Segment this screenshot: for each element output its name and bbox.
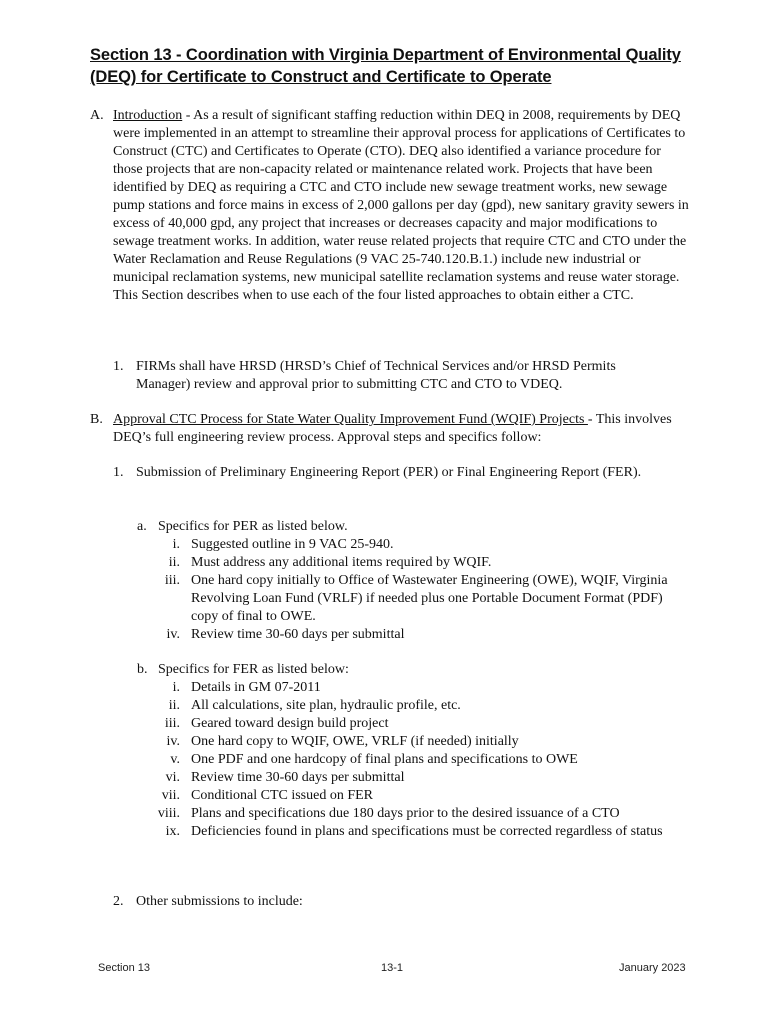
list-item [145, 679, 685, 697]
section-a-item-1-text: FIRMs shall have HRSD (HRSD’s Chief of Technical Services and/or HRSD Permits Manager) review and approval prior to submitting CTC and CTO to VDEQ. [136, 359, 616, 392]
list-item [145, 733, 685, 751]
section-a-item-1-marker: 1. [113, 359, 124, 374]
list-item-text: One PDF and one hardcopy of final plans and specifications to OWE [191, 752, 578, 767]
section-a [90, 107, 690, 305]
list-item [145, 626, 685, 644]
list-item-number: vi. [165, 770, 180, 785]
list-item [145, 536, 685, 554]
list-item-number: ix. [165, 824, 180, 839]
section-a-marker: A. [90, 108, 104, 123]
list-item-text: All calculations, site plan, hydraulic profile, etc. [191, 698, 461, 713]
list-item [145, 823, 685, 841]
list-item-number: viii. [157, 806, 180, 821]
section-b-item-1-text: Submission of Preliminary Engineering Report (PER) or Final Engineering Report (FER). [136, 465, 642, 480]
list-item-text: Details in GM 07-2011 [191, 680, 321, 695]
list-item [145, 715, 685, 733]
list-item [145, 697, 685, 715]
section-b-item-2-text: Other submissions to include: [136, 894, 303, 909]
footer-date: January 2023 [619, 962, 686, 974]
list-item-number: ii. [168, 698, 180, 713]
list-item-number: ii. [168, 555, 180, 570]
footer-page-number: 13-1 [381, 962, 404, 974]
section-b-item-2 [113, 893, 673, 911]
section-b-marker: B. [90, 412, 103, 427]
list-item-text: Review time 30-60 days per submittal [191, 770, 405, 785]
section-a-item-1 [113, 358, 673, 394]
list-item [145, 554, 685, 572]
list-item-number: iii. [164, 573, 180, 588]
list-item-number: iv. [166, 734, 180, 749]
section-a-text: - As a result of significant staffing reduction within DEQ in 2008, requirements by DEQ were implemented in an attempt to streamline their approval process for applications of Certificates to Construct (CTC) and Certificates to Operate (CTO). DEQ also identified a variance procedure for those projects that are non-capacity related or maintenance related work. Projects that have been identified by DEQ as requiring a CTC and CTO include new sewage treatment works, new sewage pump stations and force mains in excess of 2,000 gallons per day (gpd), new sanitary gravity sewers in excess of 40,000 gpd, any project that increases or decreases capacity and major modifications to sewage treatment works. In addition, water reuse related projects that require CTC and CTO under the Water Reclamation and Reuse Regulations (9 VAC 25-740.120.B.1.) include new industrial or municipal reclamation systems, new municipal satellite reclamation systems and reuse water storage. This Section describes when to use each of the four listed approaches to obtain either a CTC. [113, 108, 689, 303]
list-item-number: i. [172, 680, 180, 695]
section-b-text: - This involves DEQ’s full engineering review process. Approval steps and specifics follow: [113, 412, 672, 445]
section-b-item-1 [113, 464, 673, 482]
list-item-number: i. [172, 537, 180, 552]
list-item-text: Plans and specifications due 180 days prior to the desired issuance of a CTO [191, 806, 620, 821]
list-item-text: One hard copy to WQIF, OWE, VRLF (if needed) initially [191, 734, 519, 749]
list-item-text: Geared toward design build project [191, 716, 389, 731]
list-item [145, 751, 685, 769]
sub-b-text: Specifics for FER as listed below: [158, 662, 349, 677]
section-b [90, 411, 690, 447]
list-item [145, 769, 685, 787]
list-item-text: Deficiencies found in plans and specifications must be corrected regardless of status [191, 824, 663, 839]
list-item-text: Must address any additional items required by WQIF. [191, 555, 492, 570]
section-b-item-2-marker: 2. [113, 894, 124, 909]
list-item-number: vii. [161, 788, 180, 803]
list-item [145, 572, 685, 626]
list-item [145, 805, 685, 823]
section-a-paragraph [113, 107, 690, 305]
section-b-item-1-marker: 1. [113, 465, 124, 480]
sub-a-marker: a. [137, 519, 147, 534]
section-title: Section 13 - Coordination with Virginia Department of Environmental Quality (DEQ) for Certificate to Construct and Certificate to Operate [90, 46, 681, 86]
section-a-heading: Introduction [113, 108, 183, 123]
list-item [145, 787, 685, 805]
sub-b-marker: b. [137, 662, 148, 677]
list-item-text: Suggested outline in 9 VAC 25-940. [191, 537, 394, 552]
sub-b [137, 661, 677, 679]
list-item-number: v. [170, 752, 180, 767]
section-b-paragraph [113, 411, 690, 447]
per-specifics-list [145, 536, 685, 644]
footer-section: Section 13 [98, 962, 150, 974]
list-item-text: Review time 30-60 days per submittal [191, 627, 405, 642]
fer-specifics-list [145, 679, 685, 841]
section-b-heading: Approval CTC Process for State Water Quality Improvement Fund (WQIF) Projects [113, 412, 588, 427]
list-item-text: Conditional CTC issued on FER [191, 788, 374, 803]
list-item-number: iii. [164, 716, 180, 731]
sub-a [137, 518, 677, 536]
list-item-text: One hard copy initially to Office of Wastewater Engineering (OWE), WQIF, Virginia Revolving Loan Fund (VRLF) if needed plus one Portable Document Format (PDF) copy of final to OWE. [191, 573, 668, 624]
sub-a-text: Specifics for PER as listed below. [158, 519, 348, 534]
list-item-number: iv. [166, 627, 180, 642]
